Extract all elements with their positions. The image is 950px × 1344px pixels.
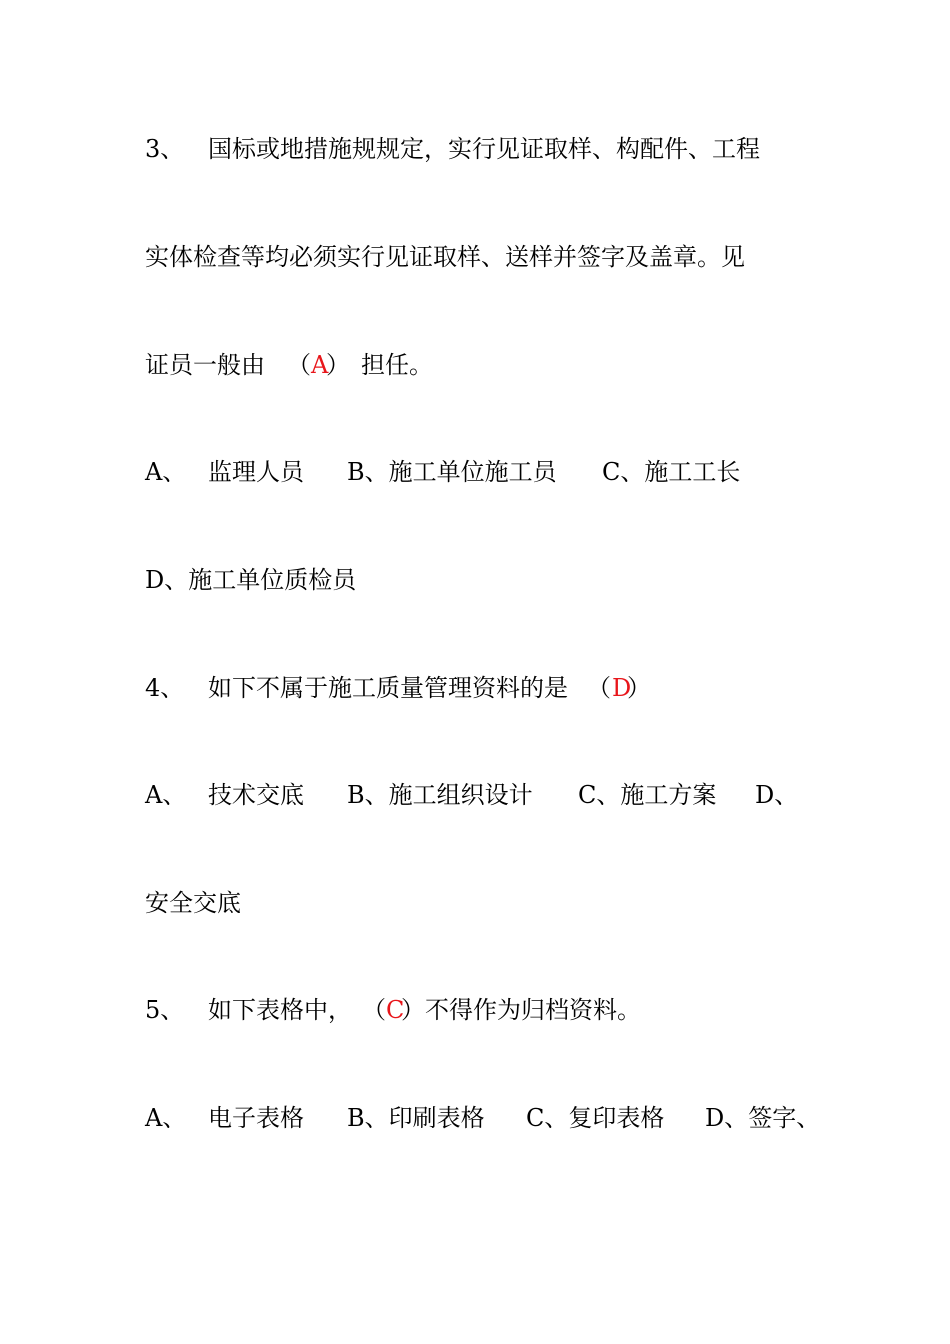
- q4-paren-close: ）: [627, 674, 651, 702]
- q4-number: 4、: [145, 674, 185, 702]
- q5-option-c: C、复印表格: [526, 1104, 665, 1132]
- q5-option-a-label: A、: [145, 1104, 187, 1132]
- q3-option-a-label: A、: [145, 458, 187, 486]
- q4-paren-open: （: [587, 674, 611, 702]
- q5-paren-close: ）: [401, 996, 425, 1024]
- q4-option-d-label: D、: [755, 781, 799, 809]
- q3-text-line-1: 国标或地措施规规定，实行见证取样、构配件、工程: [208, 135, 760, 163]
- q3-answer: A: [311, 351, 329, 379]
- q4-option-a-text: 技术交底: [208, 781, 304, 809]
- q5-option-d: D、签字、: [705, 1104, 821, 1132]
- q5-option-a-text: 电子表格: [208, 1104, 304, 1132]
- q5-text-post: 不得作为归档资料。: [425, 996, 641, 1024]
- q3-option-c: C、施工工长: [602, 458, 741, 486]
- q3-number: 3、: [145, 135, 185, 163]
- q3-text-line-3-post: 担任。: [361, 351, 433, 379]
- q3-option-a-text: 监理人员: [208, 458, 304, 486]
- q4-option-c: C、施工方案: [578, 781, 717, 809]
- q3-text-line-3-pre: 证员一般由: [145, 351, 265, 379]
- q4-option-a-label: A、: [145, 781, 187, 809]
- q4-text: 如下不属于施工质量管理资料的是: [208, 674, 568, 702]
- q4-option-d-text: 安全交底: [145, 889, 241, 917]
- q3-option-b: B、施工单位施工员: [347, 458, 557, 486]
- q5-text-pre: 如下表格中，: [208, 996, 352, 1024]
- q3-text-line-2: 实体检查等均必须实行见证取样、送样并签字及盖章。见: [145, 243, 745, 271]
- q5-number: 5、: [145, 996, 185, 1024]
- q3-paren-close: ）: [326, 351, 350, 379]
- q3-paren-open: （: [287, 351, 311, 379]
- q5-answer: C: [386, 996, 405, 1024]
- q3-option-d: D、施工单位质检员: [145, 566, 357, 594]
- q4-option-b: B、施工组织设计: [347, 781, 533, 809]
- q5-option-b: B、印刷表格: [347, 1104, 485, 1132]
- q5-paren-open: （: [362, 996, 386, 1024]
- q4-answer: D: [612, 674, 632, 702]
